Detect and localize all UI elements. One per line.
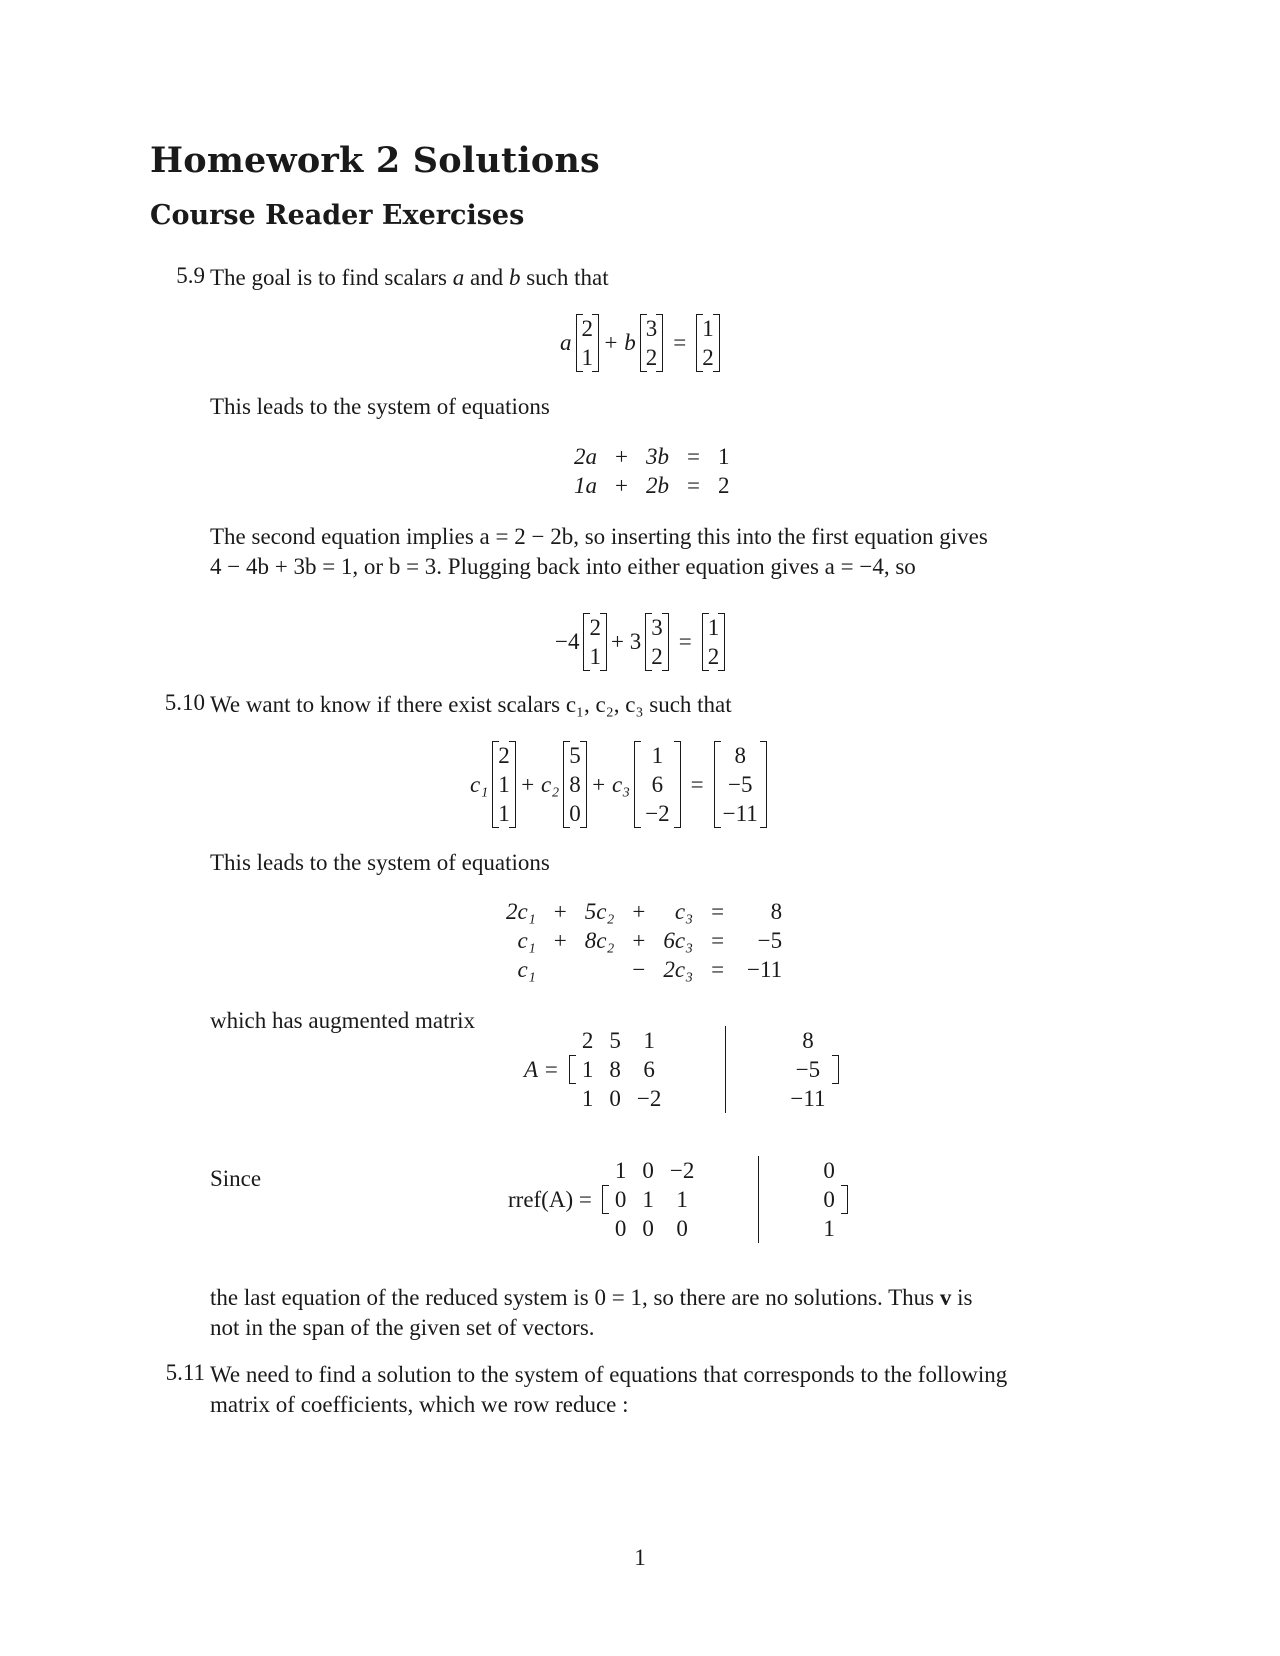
system-row (497, 926, 791, 955)
matrix-entry: 0 (823, 1186, 835, 1212)
vector-entry: 8 (734, 742, 746, 768)
conclusion-text: is (951, 1285, 973, 1310)
matrix-entry: 1 (676, 1186, 688, 1212)
vector-entry: 1 (498, 800, 510, 826)
system-term: c₁ (517, 927, 536, 953)
system-op: + (553, 927, 567, 953)
ex59-intro-mid: and (464, 265, 509, 290)
matrix-entry: −11 (790, 1085, 826, 1111)
ex59-vector-equation (560, 314, 724, 372)
system-term: c₃ (674, 898, 694, 924)
system-op: + (615, 472, 628, 498)
coefficient: + b (603, 330, 636, 355)
system-op: + (632, 898, 646, 924)
ex59-intro-pre: The goal is to find scalars (210, 265, 453, 290)
matrix-entry: 8 (802, 1027, 814, 1053)
augmented-matrix-a (524, 1027, 843, 1111)
vector-entry: −5 (727, 771, 753, 797)
matrix-entry: 2 (581, 1027, 594, 1053)
matrix-row (607, 1185, 843, 1214)
ex59-intro (210, 263, 1130, 293)
column-vector (696, 314, 720, 372)
coefficient: + c₃ (590, 771, 631, 797)
paragraph-line: 4 − 4b + 3b = 1, or b = 3. Plugging back into either equation gives a = −4, so (210, 554, 916, 579)
column-vector (634, 741, 680, 828)
ex510-intro: We want to know if there exist scalars c₁, c₂, c₃ such that (210, 692, 732, 717)
exercise-number-5-10: 5.10 (164, 690, 205, 715)
matrix-grid (574, 1026, 834, 1113)
system-term: 2 (717, 472, 730, 498)
ex59-paragraph (210, 522, 1130, 582)
matrix-entry: 1 (642, 1186, 654, 1212)
section-heading: Course Reader Exercises (150, 200, 525, 231)
vector-entry: 6 (651, 771, 664, 797)
ex510-lead: This leads to the system of equations (210, 850, 550, 875)
vector-entry: 2 (581, 315, 593, 341)
system-op (545, 955, 576, 984)
system-term: 8c₂ (584, 927, 615, 953)
vector-entry: 3 (651, 614, 663, 640)
paragraph-line: The second equation implies a = 2 − 2b, so inserting this into the first equation gives (210, 524, 988, 549)
vector-entry: 5 (569, 742, 581, 768)
vector-entry: 1 (702, 315, 714, 341)
matrix-entry: 0 (642, 1157, 654, 1183)
system-op: − (632, 956, 646, 982)
ex510-conclusion (210, 1283, 1130, 1343)
paragraph-line: not in the span of the given set of vectors. (210, 1315, 595, 1340)
matrix-entry: −2 (636, 1085, 662, 1111)
matrix-entry: 1 (581, 1085, 594, 1111)
ex59-var-a: a (452, 265, 465, 290)
system-term: 5c₂ (584, 898, 615, 924)
paragraph-line (210, 1283, 1130, 1313)
matrix-entry: 5 (609, 1027, 621, 1053)
system-op: = (711, 927, 725, 953)
vector-entry: 1 (498, 771, 510, 797)
system-term: 2a (574, 443, 597, 469)
matrix-entry: 1 (614, 1157, 627, 1183)
vector-v: v (939, 1285, 952, 1310)
system-op: + (615, 443, 628, 469)
ex59-solution-equation (555, 613, 729, 671)
column-vector (702, 613, 726, 671)
coefficient: c₁ (470, 771, 489, 797)
matrix-row (574, 1055, 834, 1084)
column-vector (640, 314, 664, 372)
coefficient: + 3 (610, 629, 642, 654)
vector-entry: −11 (722, 800, 758, 826)
coefficient: a (560, 330, 572, 355)
matrix-row (607, 1214, 843, 1243)
system-term: c₁ (517, 956, 536, 982)
system-term: 2c₁ (506, 898, 536, 924)
column-vector (645, 613, 669, 671)
system-op: = (711, 956, 725, 982)
vector-entry: 0 (569, 800, 581, 826)
vector-entry: 8 (569, 771, 581, 797)
matrix-label: rref(A) = (508, 1186, 592, 1212)
system-term (576, 955, 624, 984)
matrix-entry: 0 (609, 1085, 621, 1111)
system-row (565, 471, 738, 500)
matrix-row (607, 1156, 843, 1185)
vector-entry: 2 (707, 643, 720, 669)
matrix-bracket (602, 1157, 848, 1241)
vector-entry: 2 (589, 614, 601, 640)
rref-matrix (508, 1157, 852, 1241)
column-vector (714, 741, 767, 828)
ex510-aug-lead: which has augmented matrix (210, 1008, 476, 1033)
vector-entry: 1 (589, 643, 601, 669)
matrix-entry: 0 (642, 1215, 654, 1241)
column-vector (576, 314, 600, 372)
exercise-number-5-11: 5.11 (165, 1360, 205, 1385)
paragraph-line: matrix of coefficients, which we row reduce : (210, 1392, 629, 1417)
coefficient: −4 (555, 629, 580, 654)
system-op: = (686, 443, 700, 469)
system-op: + (553, 898, 567, 924)
vector-entry: 2 (645, 344, 658, 370)
system-row (497, 897, 791, 926)
matrix-entry: 0 (823, 1157, 835, 1183)
matrix-entry: 0 (614, 1186, 627, 1212)
system-term: −5 (757, 927, 783, 953)
vector-entry: −2 (645, 800, 670, 826)
column-vector (492, 741, 516, 828)
ex59-system (565, 442, 738, 500)
ex59-lead: This leads to the system of equations (210, 394, 550, 419)
equals-sign: = (673, 330, 687, 355)
system-op: = (711, 898, 725, 924)
ex59-intro-post: such that (520, 265, 609, 290)
ex510-system (497, 897, 791, 984)
system-row (565, 442, 738, 471)
matrix-entry: 1 (581, 1056, 594, 1082)
exercise-number-5-9: 5.9 (176, 263, 205, 288)
system-op: = (686, 472, 700, 498)
vector-entry: 2 (702, 344, 714, 370)
matrix-entry: 0 (614, 1215, 627, 1241)
matrix-row (574, 1084, 834, 1113)
ex510-vector-equation (470, 741, 771, 828)
matrix-entry: −2 (669, 1157, 695, 1183)
system-term: 6c₃ (663, 927, 694, 953)
matrix-entry: 1 (823, 1215, 835, 1241)
equals-sign: = (690, 771, 704, 797)
matrix-label: A = (524, 1056, 559, 1082)
matrix-row (574, 1026, 834, 1055)
vector-entry: 1 (707, 614, 720, 640)
matrix-bracket (569, 1027, 839, 1111)
system-term: 1 (717, 443, 730, 469)
ex510-since: Since (210, 1166, 262, 1191)
column-vector (583, 613, 607, 671)
vector-entry: 1 (651, 742, 664, 768)
coefficient: + c₂ (519, 771, 560, 797)
matrix-entry: 1 (643, 1027, 655, 1053)
vector-entry: 2 (651, 643, 663, 669)
vector-entry: 1 (581, 344, 593, 370)
system-term: −11 (746, 956, 783, 982)
conclusion-text: the last equation of the reduced system is 0 = 1, so there are no solutions. Thus (210, 1285, 940, 1310)
page-number: 1 (634, 1545, 646, 1570)
equals-sign: = (678, 629, 692, 654)
ex511-paragraph (210, 1360, 1130, 1420)
paragraph-line: We need to find a solution to the system of equations that corresponds to the following (210, 1362, 1008, 1387)
system-row (497, 955, 791, 984)
vector-entry: 3 (645, 315, 658, 341)
system-term: 2c₃ (663, 956, 694, 982)
system-term: 3b (645, 443, 669, 469)
system-term: 8 (770, 898, 783, 924)
vector-entry: 2 (498, 742, 510, 768)
matrix-entry: −5 (795, 1056, 821, 1082)
matrix-entry: 8 (609, 1056, 621, 1082)
matrix-entry: 0 (676, 1215, 688, 1241)
system-op: + (632, 927, 646, 953)
system-term: 2b (645, 472, 669, 498)
matrix-entry: 6 (643, 1056, 655, 1082)
system-term: 1a (574, 472, 597, 498)
matrix-grid (607, 1156, 843, 1243)
column-vector (563, 741, 587, 828)
document-title: Homework 2 Solutions (150, 140, 600, 181)
ex59-var-b: b (508, 265, 521, 290)
